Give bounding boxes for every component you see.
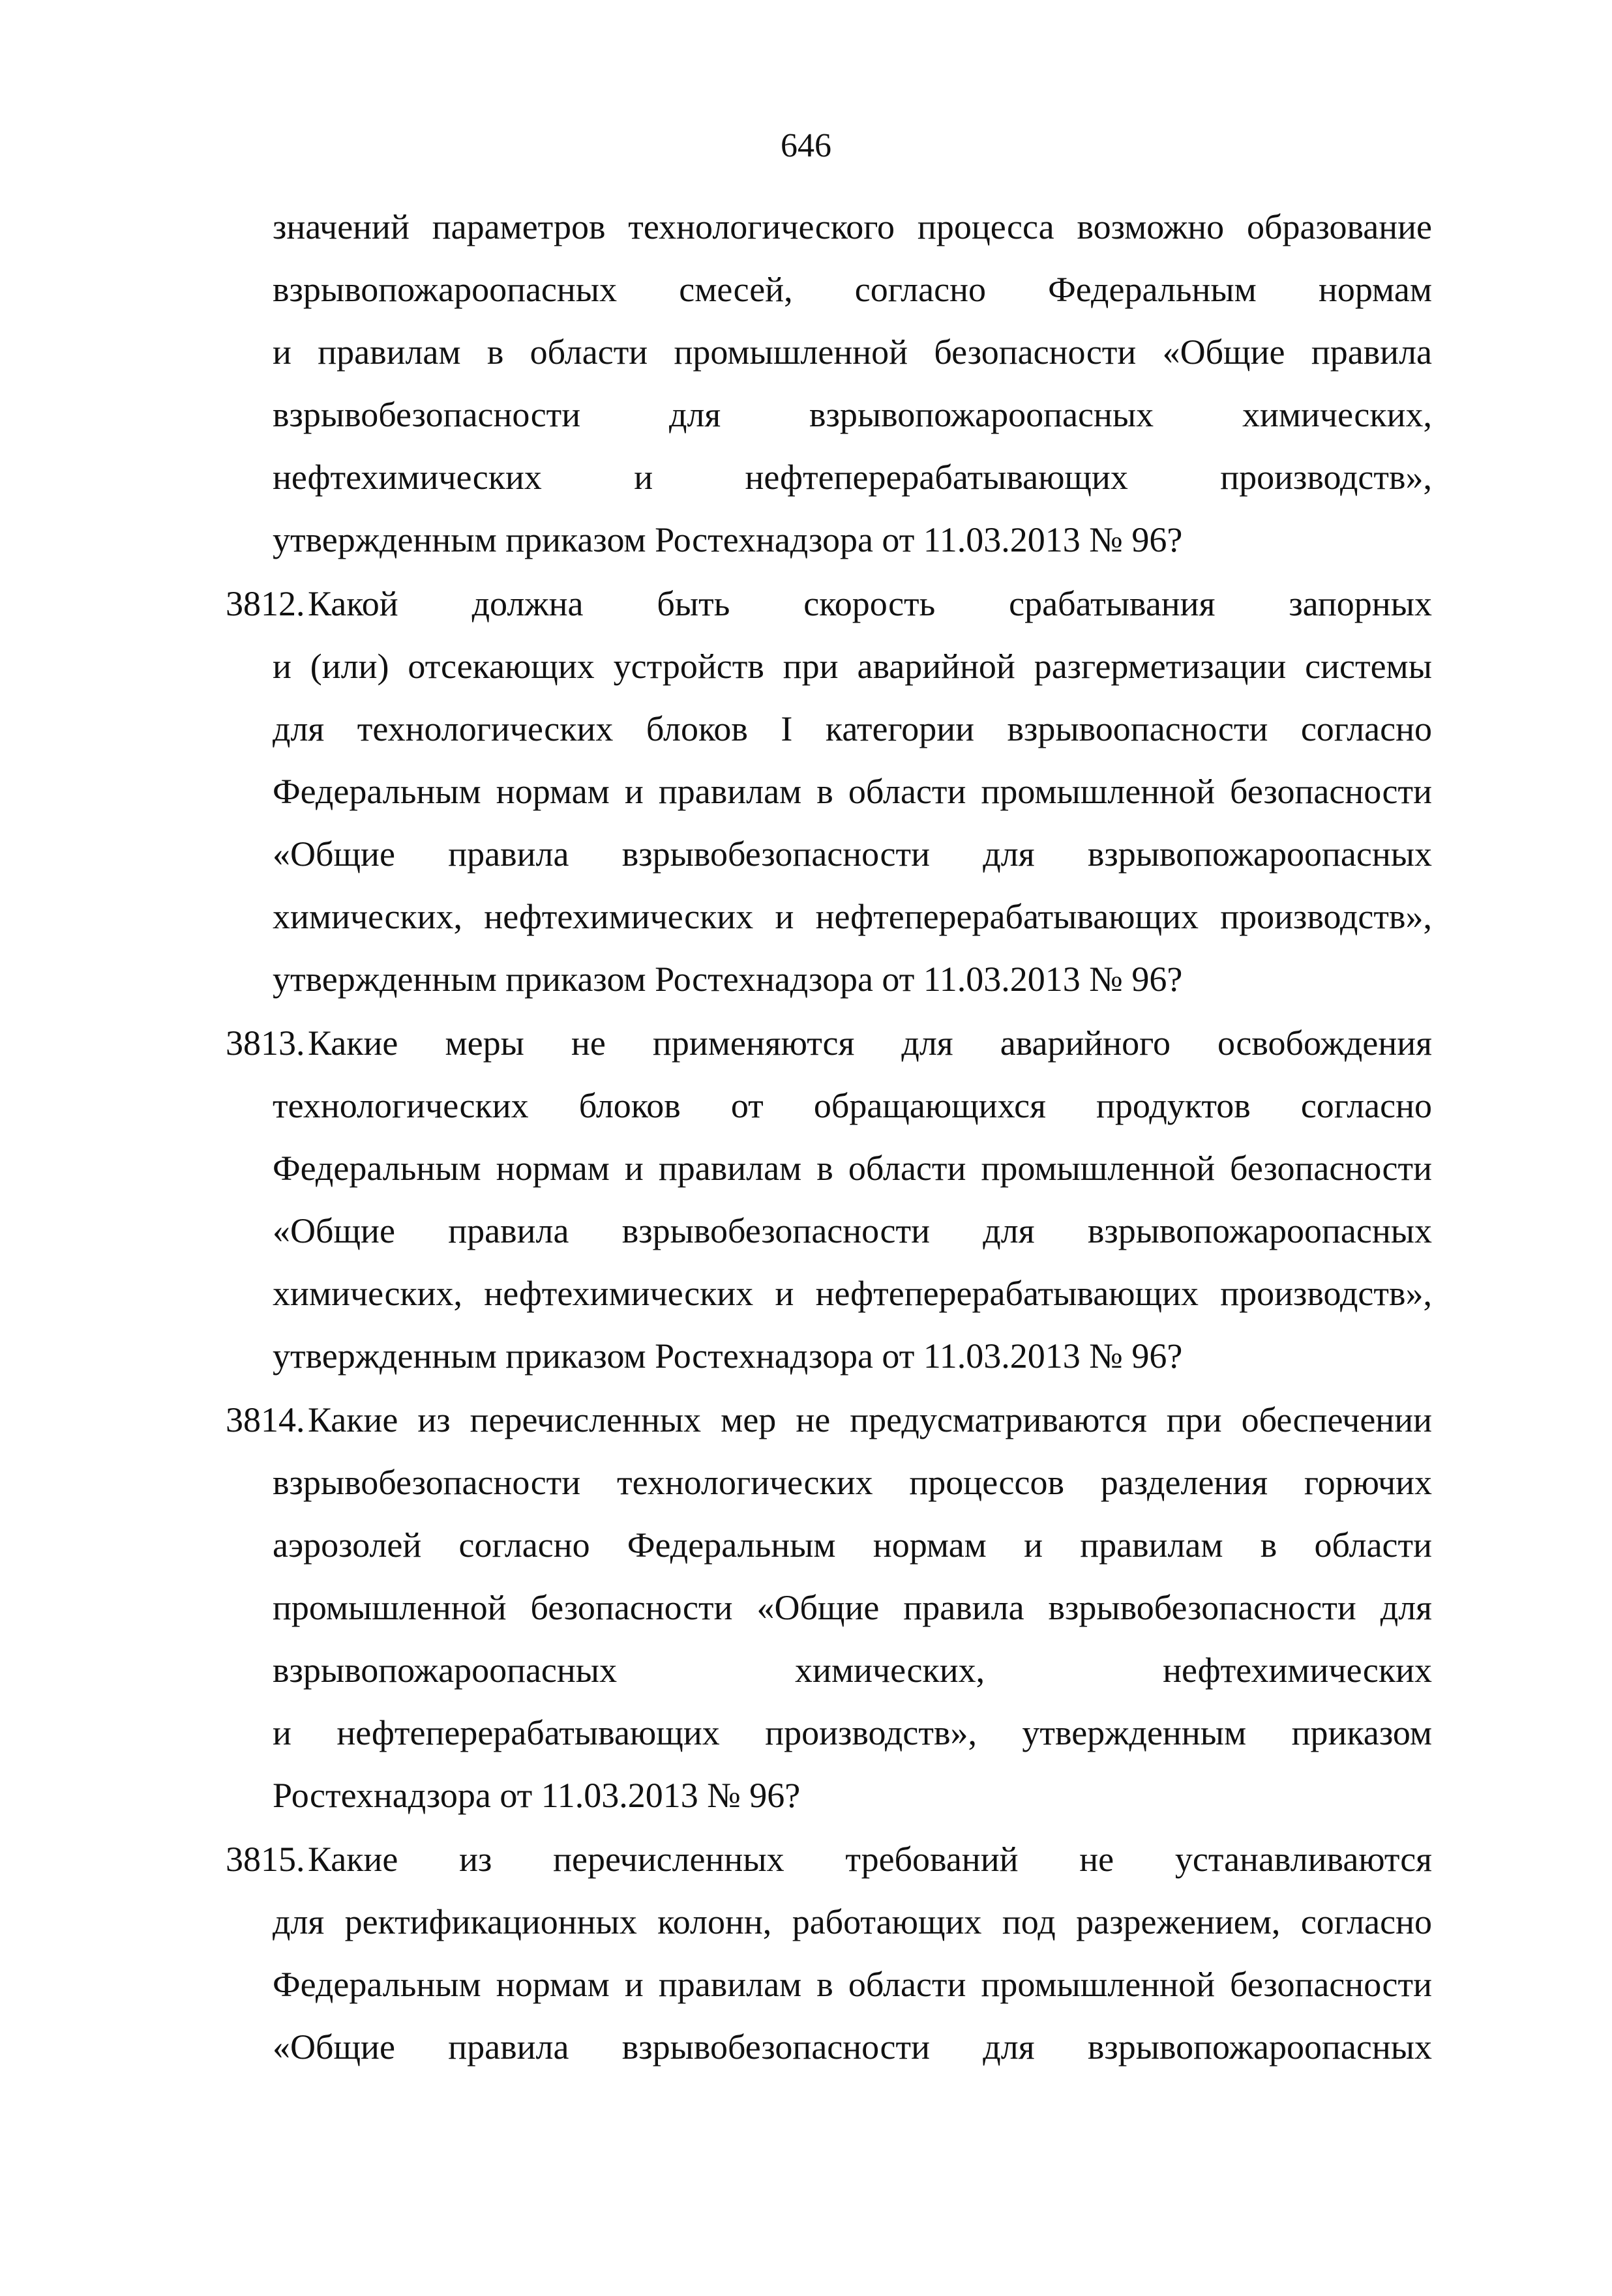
intro-line: значений параметров технологического процесса возможно образование xyxy=(273,207,1432,246)
question-line: Федеральным нормам и правилам в области промышленной безопасности xyxy=(273,772,1432,811)
question-line: для ректификационных колонн, работающих под разрежением, согласно xyxy=(273,1902,1432,1941)
question-line: химических, нефтехимических и нефтеперерабатывающих производств», xyxy=(273,897,1432,936)
question-line: утвержденным приказом Ростехнадзора от 11.03.2013 № 96? xyxy=(273,960,1183,999)
question-line: «Общие правила взрывобезопасности для взрывопожароопасных xyxy=(273,1211,1432,1250)
question-line: для технологических блоков I категории взрывоопасности согласно xyxy=(273,709,1432,748)
question-first-line xyxy=(226,583,1432,625)
question-line: и (или) отсекающих устройств при аварийной разгерметизации системы xyxy=(273,647,1432,686)
question-line: технологических блоков от обращающихся продуктов согласно xyxy=(273,1086,1432,1125)
question-line: Ростехнадзора от 11.03.2013 № 96? xyxy=(273,1776,801,1815)
question-line: «Общие правила взрывобезопасности для взрывопожароопасных xyxy=(273,834,1432,874)
question-number: 3815. xyxy=(226,1840,305,1879)
intro-line: взрывопожароопасных смесей, согласно Федеральным нормам xyxy=(273,270,1432,309)
question-line: Федеральным нормам и правилам в области промышленной безопасности xyxy=(273,1149,1432,1188)
question-first-line xyxy=(226,1399,1432,1441)
question-text: Какие из перечисленных мер не предусматриваются при обеспечении xyxy=(308,1400,1432,1439)
question-text: Какие из перечисленных требований не устанавливаются xyxy=(308,1840,1432,1879)
question-line: химических, нефтехимических и нефтеперерабатывающих производств», xyxy=(273,1274,1432,1313)
question-line: промышленной безопасности «Общие правила взрывобезопасности для xyxy=(273,1588,1432,1627)
question-line: аэрозолей согласно Федеральным нормам и правилам в области xyxy=(273,1525,1432,1565)
question-number: 3814. xyxy=(226,1400,305,1439)
question-number: 3812. xyxy=(226,584,305,623)
question-line: «Общие правила взрывобезопасности для взрывопожароопасных xyxy=(273,2027,1432,2067)
question-text: Какие меры не применяются для аварийного освобождения xyxy=(308,1023,1432,1063)
intro-line: и правилам в области промышленной безопасности «Общие правила xyxy=(273,332,1432,372)
page-number: 646 xyxy=(781,127,831,164)
question-text: Какой должна быть скорость срабатывания запорных xyxy=(308,584,1432,623)
question-line: Федеральным нормам и правилам в области промышленной безопасности xyxy=(273,1965,1432,2004)
question-first-line xyxy=(226,1838,1432,1880)
intro-line: утвержденным приказом Ростехнадзора от 11.03.2013 № 96? xyxy=(273,520,1183,559)
intro-line: взрывобезопасности для взрывопожароопасных химических, xyxy=(273,395,1432,434)
question-line: и нефтеперерабатывающих производств», утвержденным приказом xyxy=(273,1713,1432,1752)
question-number: 3813. xyxy=(226,1023,305,1063)
question-line: взрывобезопасности технологических процессов разделения горючих xyxy=(273,1463,1432,1502)
intro-line: нефтехимических и нефтеперерабатывающих производств», xyxy=(273,458,1432,497)
question-line: взрывопожароопасных химических, нефтехимических xyxy=(273,1651,1432,1690)
question-first-line xyxy=(226,1022,1432,1064)
question-line: утвержденным приказом Ростехнадзора от 11.03.2013 № 96? xyxy=(273,1336,1183,1376)
